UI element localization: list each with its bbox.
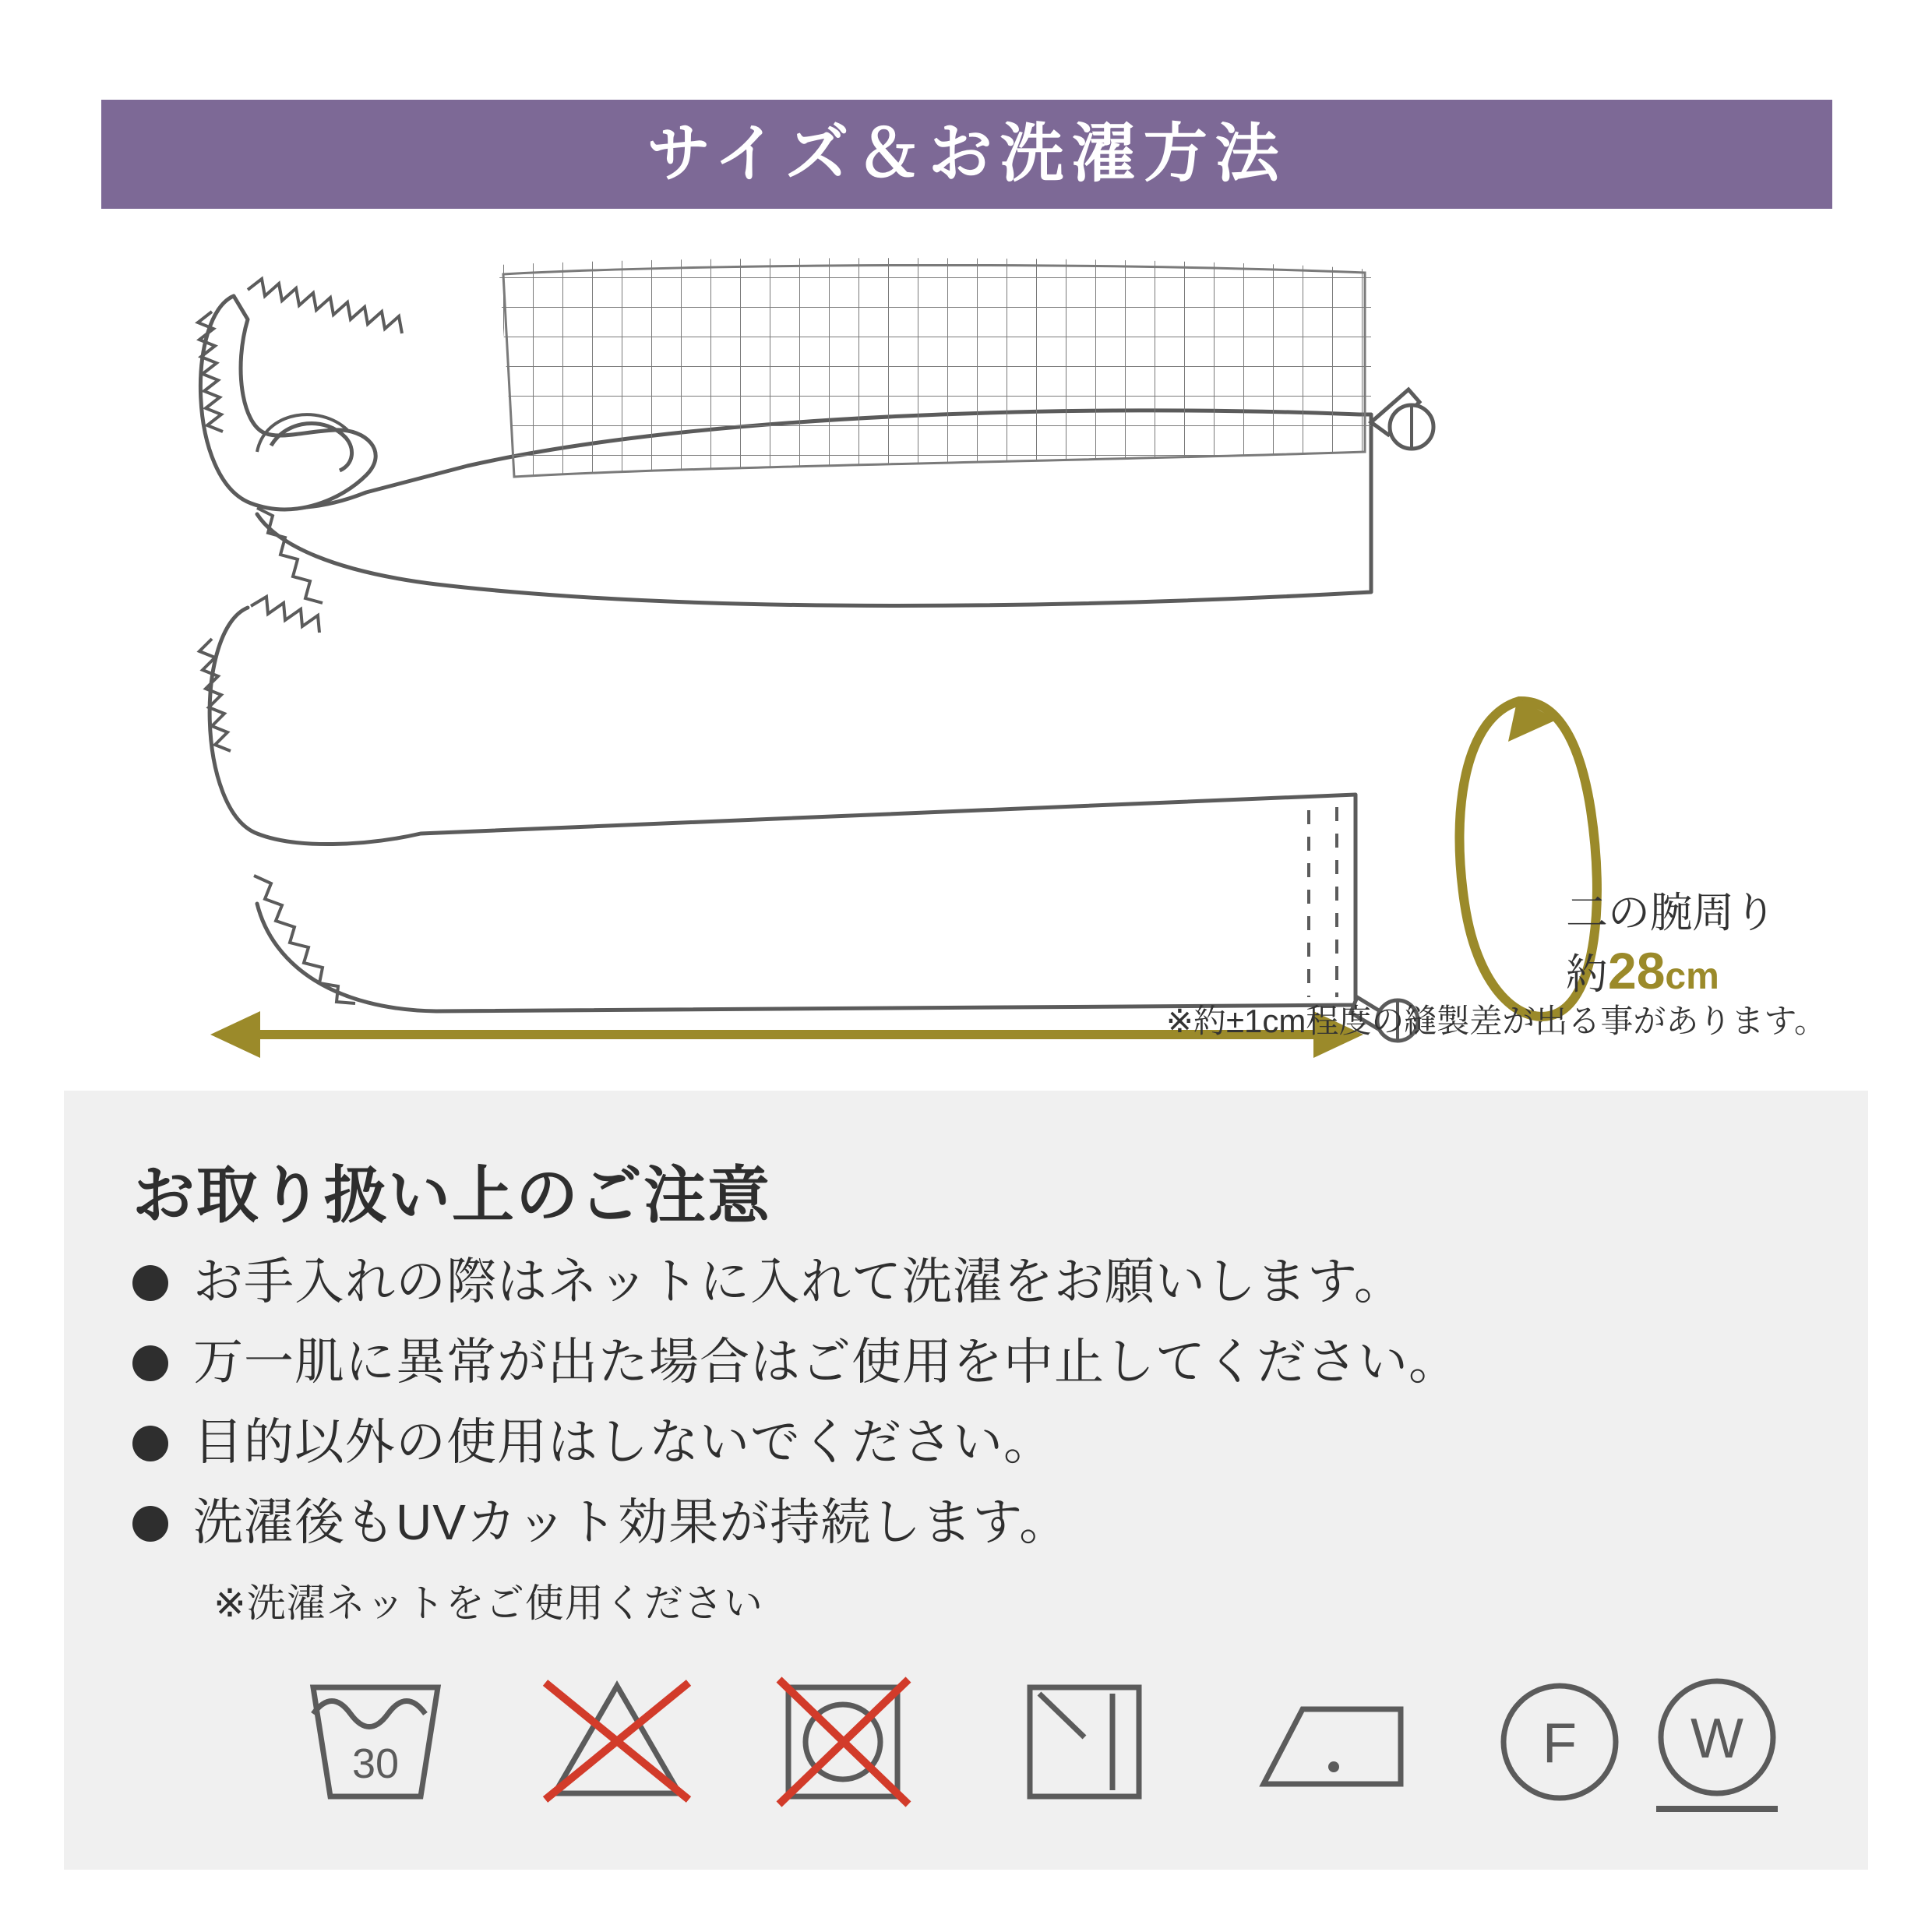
arm-circumference-label xyxy=(1566,888,1776,1002)
tolerance-note: ※約±1cm程度の縫製差が出る事があります。 xyxy=(1165,1003,1827,1039)
care-sub-note: ※洗濯ネットをご使用ください xyxy=(213,1581,763,1625)
care-list xyxy=(132,1246,1815,1567)
dryclean-f-icon xyxy=(1504,1686,1616,1798)
list-item xyxy=(132,1246,1815,1317)
no-tumble-dry-icon xyxy=(779,1680,908,1804)
care-item-text: お手入れの際はネットに入れて洗濯をお願いします。 xyxy=(193,1253,1405,1310)
arm-circ-unit: cm xyxy=(1665,955,1719,997)
care-symbols-svg xyxy=(298,1659,1778,1823)
svg-text:W: W xyxy=(1690,1708,1743,1770)
svg-text:F: F xyxy=(1542,1712,1577,1775)
cord-stopper-top xyxy=(1371,390,1433,449)
care-symbol-row xyxy=(298,1659,1778,1823)
care-item-text: 洗濯後もUVカット効果が持続します。 xyxy=(193,1493,1070,1550)
list-item xyxy=(132,1487,1815,1558)
arm-circ-approx: 約 xyxy=(1566,950,1608,998)
bullet-icon xyxy=(132,1426,168,1461)
care-item-text: 目的以外の使用はしないでください。 xyxy=(193,1413,1054,1470)
list-item xyxy=(132,1407,1815,1478)
care-title: お取り扱い上のご注意 xyxy=(132,1161,771,1230)
header-band xyxy=(101,100,1832,209)
list-item xyxy=(132,1327,1815,1398)
sleeve-side-view xyxy=(199,597,1418,1041)
bullet-icon xyxy=(132,1506,168,1542)
bullet-icon xyxy=(132,1345,168,1381)
care-instructions-panel xyxy=(64,1091,1868,1870)
no-bleach-icon xyxy=(545,1683,689,1800)
drip-dry-flat-icon xyxy=(1030,1687,1139,1796)
bullet-icon xyxy=(132,1265,168,1301)
iron-low-icon xyxy=(1264,1709,1401,1784)
care-item-text: 万一肌に異常が出た場合はご使用を中止してください。 xyxy=(193,1333,1459,1390)
svg-text:30: 30 xyxy=(351,1740,400,1787)
wetclean-w-icon xyxy=(1656,1681,1778,1809)
arm-circ-value: 28 xyxy=(1608,941,1666,999)
arm-circ-title: 二の腕周り xyxy=(1566,890,1776,936)
product-diagram xyxy=(0,218,1932,1083)
page-title: サイズ＆お洗濯方法 xyxy=(647,118,1287,189)
wash-30-icon xyxy=(313,1687,438,1796)
sleeve-top-view xyxy=(198,249,1433,606)
